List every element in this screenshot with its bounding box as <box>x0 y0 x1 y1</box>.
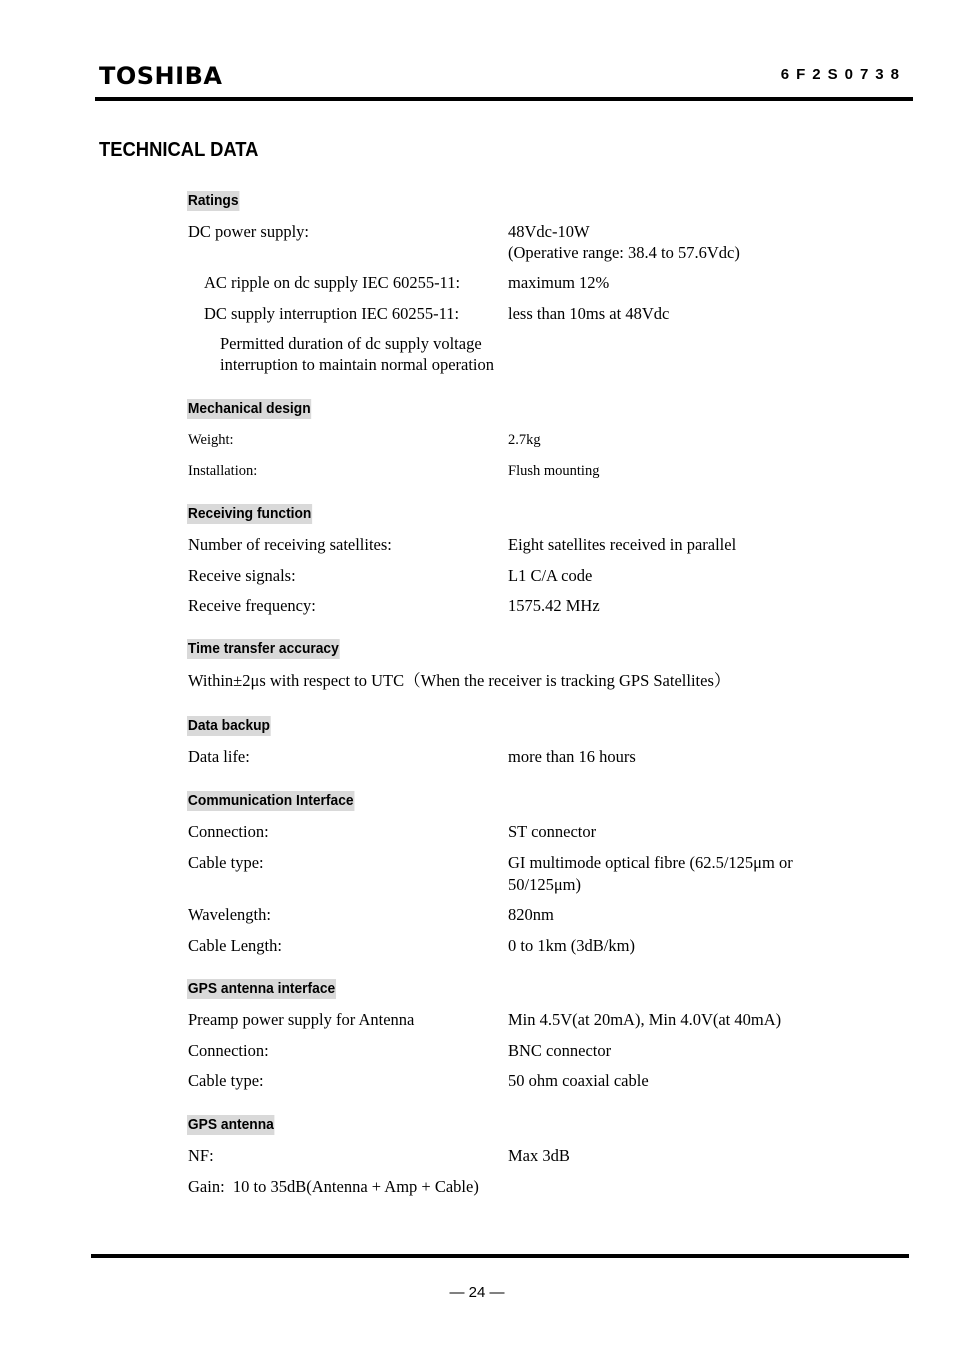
weight-label: Weight: <box>188 432 234 448</box>
page-title: TECHNICAL DATA <box>99 139 259 161</box>
cable-length-value: 0 to 1km (3dB/km) <box>508 936 635 955</box>
antenna-connection-value: BNC connector <box>508 1041 612 1060</box>
dc-power-label: DC power supply: <box>188 222 309 241</box>
nf-label: NF: <box>188 1146 214 1165</box>
frequency-value: 1575.42 MHz <box>508 596 600 615</box>
interruption-label: DC supply interruption IEC 60255-11: <box>204 304 460 323</box>
frequency-label: Receive frequency: <box>188 596 316 615</box>
dc-power-range: (Operative range: 38.4 to 57.6Vdc) <box>508 243 740 262</box>
signals-label: Receive signals: <box>188 566 296 585</box>
ac-ripple-value: maximum 12% <box>508 273 610 292</box>
preamp-label: Preamp power supply for Antenna <box>188 1010 415 1029</box>
communication-heading: Communication Interface <box>187 792 354 809</box>
preamp-value: Min 4.5V(at 20mA), Min 4.0V(at 40mA) <box>508 1010 782 1029</box>
interruption-value: less than 10ms at 48Vdc <box>508 304 670 323</box>
signals-value: L1 C/A code <box>508 566 593 585</box>
gain-text: Gain: 10 to 35dB(Antenna + Amp + Cable) <box>188 1177 479 1196</box>
installation-value: Flush mounting <box>508 463 600 479</box>
antenna-cable-label: Cable type: <box>188 1071 264 1090</box>
dc-power-value: 48Vdc-10W <box>508 222 590 241</box>
gps-antenna-heading: GPS antenna <box>187 1116 274 1133</box>
wavelength-label: Wavelength: <box>188 905 271 924</box>
weight-value: 2.7kg <box>508 432 541 448</box>
page-number: — 24 — <box>449 1284 505 1301</box>
installation-label: Installation: <box>188 463 258 479</box>
backup-heading: Data backup <box>187 717 270 734</box>
comm-cable-value-2: 50/125μm) <box>508 875 582 894</box>
comm-connection-label: Connection: <box>188 822 269 841</box>
document-number: 6F2S0738 <box>780 66 906 83</box>
antenna-cable-value: 50 ohm coaxial cable <box>508 1071 649 1090</box>
comm-cable-label: Cable type: <box>188 853 264 872</box>
antenna-interface-heading: GPS antenna interface <box>187 980 336 997</box>
time-transfer-text: Within±2μs with respect to UTC（When the receiver is tracking GPS Satellites） <box>188 671 731 690</box>
cable-length-label: Cable Length: <box>188 936 282 955</box>
data-life-value: more than 16 hours <box>508 747 636 766</box>
satellites-value: Eight satellites received in parallel <box>508 535 737 554</box>
comm-cable-value-1: GI multimode optical fibre (62.5/125μm or <box>508 853 793 872</box>
permitted-duration-line-1: Permitted duration of dc supply voltage <box>220 334 482 353</box>
ratings-heading: Ratings <box>187 192 239 209</box>
wavelength-value: 820nm <box>508 905 554 924</box>
header-rule <box>95 97 913 101</box>
ac-ripple-label: AC ripple on dc supply IEC 60255-11: <box>204 273 461 292</box>
receiving-heading: Receiving function <box>187 505 312 522</box>
comm-connection-value: ST connector <box>508 822 597 841</box>
footer-rule <box>91 1254 909 1258</box>
toshiba-logo: TOSHIBA <box>99 62 223 90</box>
satellites-label: Number of receiving satellites: <box>188 535 392 554</box>
time-transfer-heading: Time transfer accuracy <box>187 640 339 657</box>
antenna-connection-label: Connection: <box>188 1041 269 1060</box>
mechanical-heading: Mechanical design <box>187 400 311 417</box>
nf-value: Max 3dB <box>508 1146 570 1165</box>
permitted-duration-line-2: interruption to maintain normal operation <box>220 355 495 374</box>
data-life-label: Data life: <box>188 747 250 766</box>
